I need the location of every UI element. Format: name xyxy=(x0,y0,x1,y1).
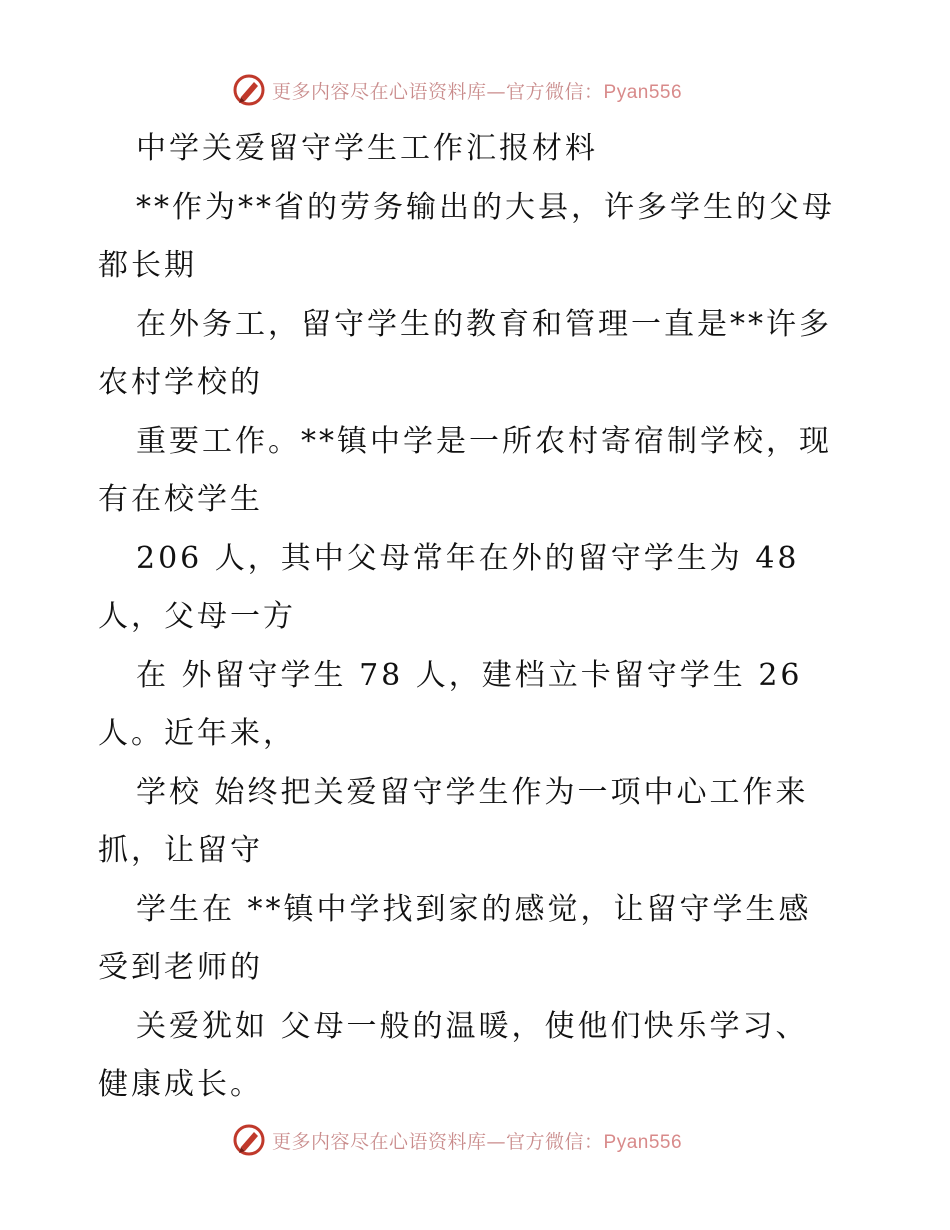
header-banner-wechat-id: Pyan556 xyxy=(603,81,683,103)
header-watermark-banner xyxy=(232,72,712,108)
paragraph-line: 都长期 xyxy=(98,248,197,283)
paragraph-line: 健康成长。 xyxy=(98,1067,263,1102)
paragraph-line: 206 人，其中父母常年在外的留守学生为 48 xyxy=(136,540,800,576)
pen-logo-icon xyxy=(232,1123,266,1157)
paragraph-line: 农村学校的 xyxy=(98,365,263,400)
document-body xyxy=(98,120,858,1115)
footer-banner-wechat-id: Pyan556 xyxy=(603,1131,683,1153)
paragraph-line: 人。近年来， xyxy=(98,716,296,751)
footer-banner-site-text: 更多内容尽在心语资料库—官方微信： xyxy=(272,1130,604,1153)
paragraph-line: 关爱犹如 父母一般的温暖，使他们快乐学习、 xyxy=(136,1008,809,1044)
paragraph-line: 有在校学生 xyxy=(98,482,263,517)
footer-banner-text xyxy=(272,1127,682,1154)
paragraph-line: 受到老师的 xyxy=(98,950,263,985)
footer-watermark-banner xyxy=(232,1122,712,1158)
document-title: 中学关爱留守学生工作汇报材料 xyxy=(136,131,598,166)
header-banner-site-text: 更多内容尽在心语资料库—官方微信： xyxy=(272,80,604,103)
paragraph-line: 在 外留守学生 78 人，建档立卡留守学生 26 xyxy=(136,657,803,693)
header-banner-text xyxy=(272,77,682,104)
paragraph-line: 重要工作。**镇中学是一所农村寄宿制学校，现 xyxy=(136,423,832,459)
paragraph-line: 学生在 **镇中学找到家的感觉，让留守学生感 xyxy=(136,891,812,927)
paragraph-line: 在外务工，留守学生的教育和管理一直是**许多 xyxy=(136,306,832,342)
paragraph-line: 抓，让留守 xyxy=(98,833,263,868)
paragraph-line: **作为**省的劳务输出的大县，许多学生的父母 xyxy=(136,189,835,225)
paragraph-line: 人，父母一方 xyxy=(98,599,296,634)
paragraph-line: 学校 始终把关爱留守学生作为一项中心工作来 xyxy=(136,774,809,810)
pen-logo-icon xyxy=(232,73,266,107)
